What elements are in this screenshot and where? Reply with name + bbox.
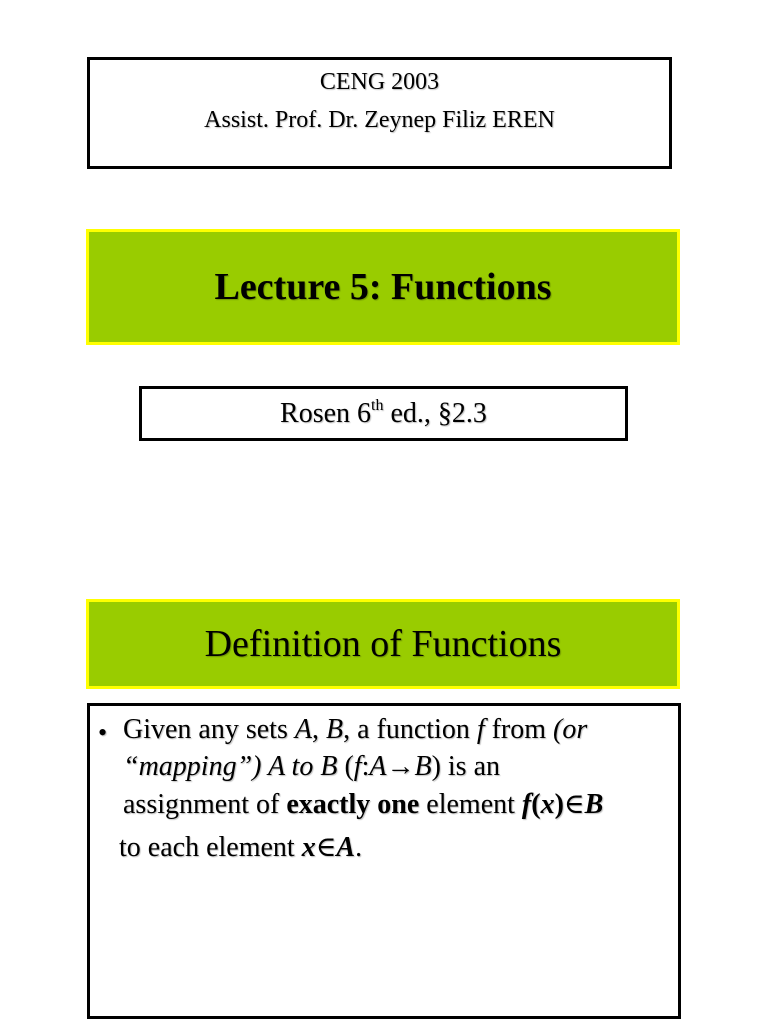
reference-box [139, 386, 628, 441]
bullet-icon: • [98, 718, 108, 747]
reference-superscript: th [371, 396, 384, 414]
definition-line-4: to each element x∈A. [119, 832, 363, 863]
course-code: CENG 2003 [319, 69, 440, 95]
definition-title: Definition of Functions [204, 623, 562, 665]
reference-prefix: Rosen 6 [280, 397, 372, 429]
instructor-name: Assist. Prof. Dr. Zeynep Filiz EREN [204, 107, 555, 133]
lecture-title-box [86, 229, 680, 345]
definition-line-1: Given any sets A, B, a function f from (or [123, 714, 588, 745]
reference-suffix: ed., §2.3 [383, 397, 487, 429]
reference-text [280, 398, 487, 430]
lecture-title: Lecture 5: Functions [214, 266, 552, 308]
definition-line-3: assignment of exactly one element f(x)∈B [123, 789, 604, 820]
definition-title-box [86, 599, 680, 689]
definition-body-box [87, 703, 681, 1019]
course-header-box [87, 57, 672, 169]
definition-line-2: “mapping”) A to B (f:A→B) is an [123, 751, 500, 782]
